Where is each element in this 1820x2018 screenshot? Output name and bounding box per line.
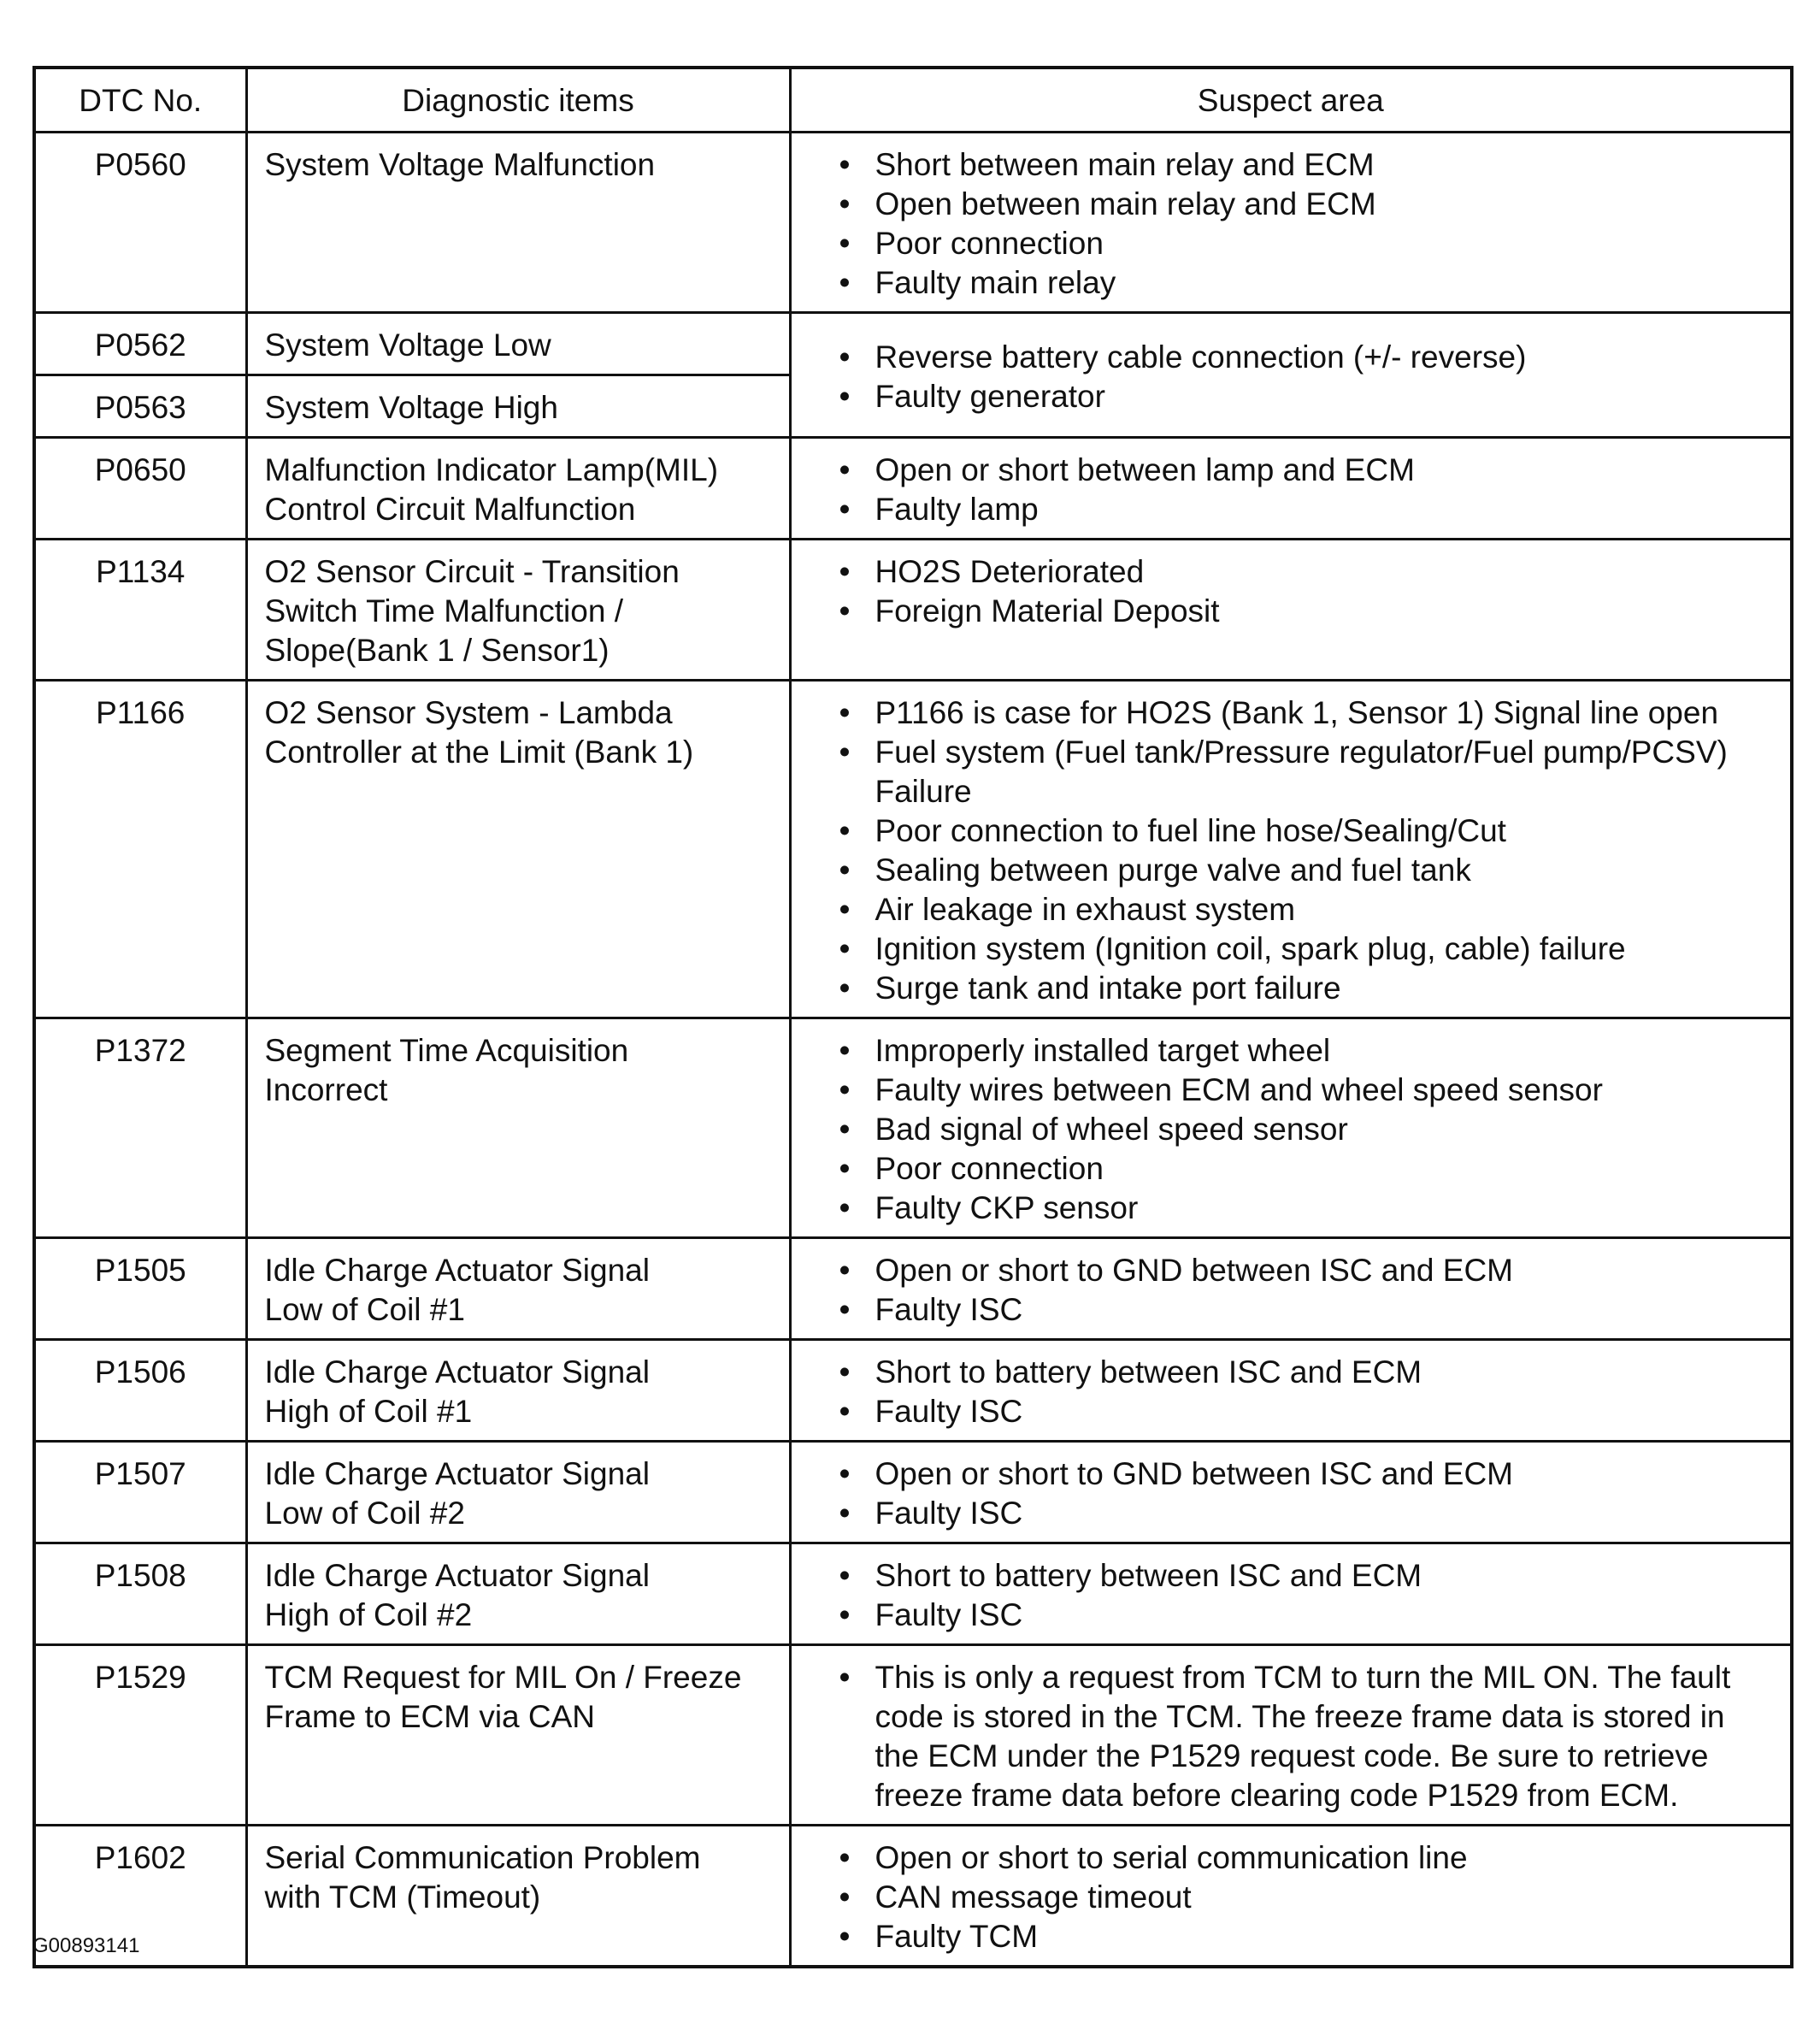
suspect-item: • Fuel system (Fuel tank/Pressure regulator/Fuel pump/PCSV) Failure [839,733,1774,811]
suspect-item: • Sealing between purge valve and fuel tank [839,851,1774,890]
dtc-code: P1134 [34,540,246,681]
diagnostic-item-line: Frame to ECM via CAN [264,1699,596,1734]
suspect-item: • Foreign Material Deposit [839,592,1774,631]
dtc-code: P0563 [34,375,246,438]
diagnostic-item [246,375,790,438]
suspect-list [839,1556,1774,1635]
suspect-area [790,133,1792,313]
table-row [34,1442,1792,1543]
suspect-item: • Faulty CKP sensor [839,1189,1774,1228]
diagnostic-item [246,438,790,540]
suspect-item: • Air leakage in exhaust system [839,890,1774,929]
table-row [34,681,1792,1018]
table-row [34,1543,1792,1645]
suspect-list [839,1454,1774,1533]
diagnostic-item [246,1018,790,1238]
dtc-code: P1602 [34,1826,246,1968]
suspect-item: • Open or short between lamp and ECM [839,451,1774,490]
diagnostic-item-line: Segment Time Acquisition [264,1033,629,1068]
diagnostic-item [246,1238,790,1340]
suspect-list [839,552,1774,631]
suspect-area [790,1442,1792,1543]
suspect-list [839,451,1774,529]
suspect-item: • Faulty ISC [839,1290,1774,1330]
diagnostic-item [246,313,790,375]
diagnostic-item [246,1645,790,1826]
dtc-code: P1166 [34,681,246,1018]
diagnostic-item-line: Idle Charge Actuator Signal [264,1558,650,1593]
dtc-code: P1507 [34,1442,246,1543]
header-dtc-no: DTC No. [34,68,246,133]
table-row [34,438,1792,540]
suspect-item: • Bad signal of wheel speed sensor [839,1110,1774,1149]
suspect-item: • Faulty ISC [839,1494,1774,1533]
table-row [34,1018,1792,1238]
suspect-item: • Faulty ISC [839,1392,1774,1431]
suspect-item: • Improperly installed target wheel [839,1031,1774,1071]
suspect-item: • Faulty wires between ECM and wheel speed sensor [839,1071,1774,1110]
suspect-list [839,1658,1774,1815]
diagnostic-item [246,681,790,1018]
suspect-item: • Open or short to serial communication line [839,1838,1774,1878]
diagnostic-item-line: Controller at the Limit (Bank 1) [264,735,694,770]
suspect-list [839,1031,1774,1228]
header-row [34,68,1792,133]
diagnostic-item [246,540,790,681]
table-row [34,1340,1792,1442]
suspect-item: • Faulty lamp [839,490,1774,529]
suspect-item: • Poor connection [839,224,1774,263]
diagnostic-item [246,1340,790,1442]
diagnostic-item [246,1543,790,1645]
diagnostic-item-line: System Voltage Low [264,327,551,363]
diagnostic-item-line: Idle Charge Actuator Signal [264,1456,650,1491]
diagnostic-item-line: Slope(Bank 1 / Sensor1) [264,633,610,668]
dtc-code: P1508 [34,1543,246,1645]
diagnostic-item-line: with TCM (Timeout) [264,1879,541,1915]
suspect-item: • CAN message timeout [839,1878,1774,1917]
suspect-item: • Short between main relay and ECM [839,145,1774,185]
diagnostic-item-line: O2 Sensor Circuit - Transition [264,554,680,589]
diagnostic-item-line: System Voltage Malfunction [264,147,656,182]
diagnostic-item-line: Control Circuit Malfunction [264,492,636,527]
diagnostic-item-line: Low of Coil #1 [264,1292,465,1327]
suspect-list [839,338,1774,416]
dtc-code: P0562 [34,313,246,375]
suspect-list [839,1353,1774,1431]
suspect-area [790,313,1792,438]
suspect-area [790,681,1792,1018]
suspect-list [839,693,1774,1008]
suspect-item: • Open between main relay and ECM [839,185,1774,224]
table-row [34,1826,1792,1968]
dtc-code: P0650 [34,438,246,540]
suspect-item: • Poor connection to fuel line hose/Sealing/Cut [839,811,1774,851]
suspect-area [790,1645,1792,1826]
diagnostic-item-line: Idle Charge Actuator Signal [264,1253,650,1288]
suspect-area [790,1543,1792,1645]
diagnostic-item-line: High of Coil #2 [264,1597,473,1632]
suspect-item: • Reverse battery cable connection (+/- reverse) [839,338,1774,377]
suspect-item: • This is only a request from TCM to turn the MIL ON. The fault code is stored in the TCM. The freeze frame data is stored in the ECM under the P1529 request code. Be sure to retrieve freeze frame data before clearing code P1529 from ECM. [839,1658,1774,1815]
suspect-area [790,540,1792,681]
suspect-list [839,1838,1774,1956]
suspect-area [790,1340,1792,1442]
diagnostic-item-line: TCM Request for MIL On / Freeze [264,1660,742,1695]
table-row [34,313,1792,375]
suspect-item: • Short to battery between ISC and ECM [839,1556,1774,1596]
dtc-table [32,66,1793,1968]
diagnostic-item-line: Malfunction Indicator Lamp(MIL) [264,452,719,487]
suspect-item: • Faulty TCM [839,1917,1774,1956]
table-row [34,1238,1792,1340]
suspect-item: • Poor connection [839,1149,1774,1189]
suspect-item: • P1166 is case for HO2S (Bank 1, Sensor 1) Signal line open [839,693,1774,733]
suspect-area [790,1238,1792,1340]
suspect-area [790,1018,1792,1238]
diagnostic-item-line: Serial Communication Problem [264,1840,701,1875]
suspect-item: • HO2S Deteriorated [839,552,1774,592]
header-suspect-area: Suspect area [790,68,1792,133]
dtc-code: P1505 [34,1238,246,1340]
dtc-code: P1372 [34,1018,246,1238]
table-body [34,133,1792,1968]
diagnostic-item-line: Idle Charge Actuator Signal [264,1354,650,1390]
table-header [34,68,1792,133]
suspect-item: • Faulty ISC [839,1596,1774,1635]
suspect-list [839,145,1774,303]
suspect-item: • Ignition system (Ignition coil, spark plug, cable) failure [839,929,1774,969]
diagnostic-item [246,133,790,313]
suspect-item: • Faulty main relay [839,263,1774,303]
suspect-area [790,438,1792,540]
suspect-item: • Open or short to GND between ISC and ECM [839,1454,1774,1494]
suspect-item: • Open or short to GND between ISC and ECM [839,1251,1774,1290]
figure-id: G00893141 [32,1934,140,1957]
suspect-area [790,1826,1792,1968]
diagnostic-item-line: System Voltage High [264,390,558,425]
dtc-code: P1506 [34,1340,246,1442]
diagnostic-item-line: Switch Time Malfunction / [264,593,623,628]
diagnostic-item [246,1442,790,1543]
diagnostic-item-line: Low of Coil #2 [264,1496,465,1531]
header-diagnostic-items: Diagnostic items [246,68,790,133]
dtc-code: P1529 [34,1645,246,1826]
suspect-item: • Surge tank and intake port failure [839,969,1774,1008]
diagnostic-item-line: Incorrect [264,1072,388,1107]
table-row [34,1645,1792,1826]
suspect-item: • Faulty generator [839,377,1774,416]
diagnostic-item-line: O2 Sensor System - Lambda [264,695,673,730]
dtc-code: P0560 [34,133,246,313]
diagnostic-item [246,1826,790,1968]
diagnostic-item-line: High of Coil #1 [264,1394,473,1429]
suspect-list [839,1251,1774,1330]
table-row [34,540,1792,681]
table-row [34,133,1792,313]
suspect-item: • Short to battery between ISC and ECM [839,1353,1774,1392]
